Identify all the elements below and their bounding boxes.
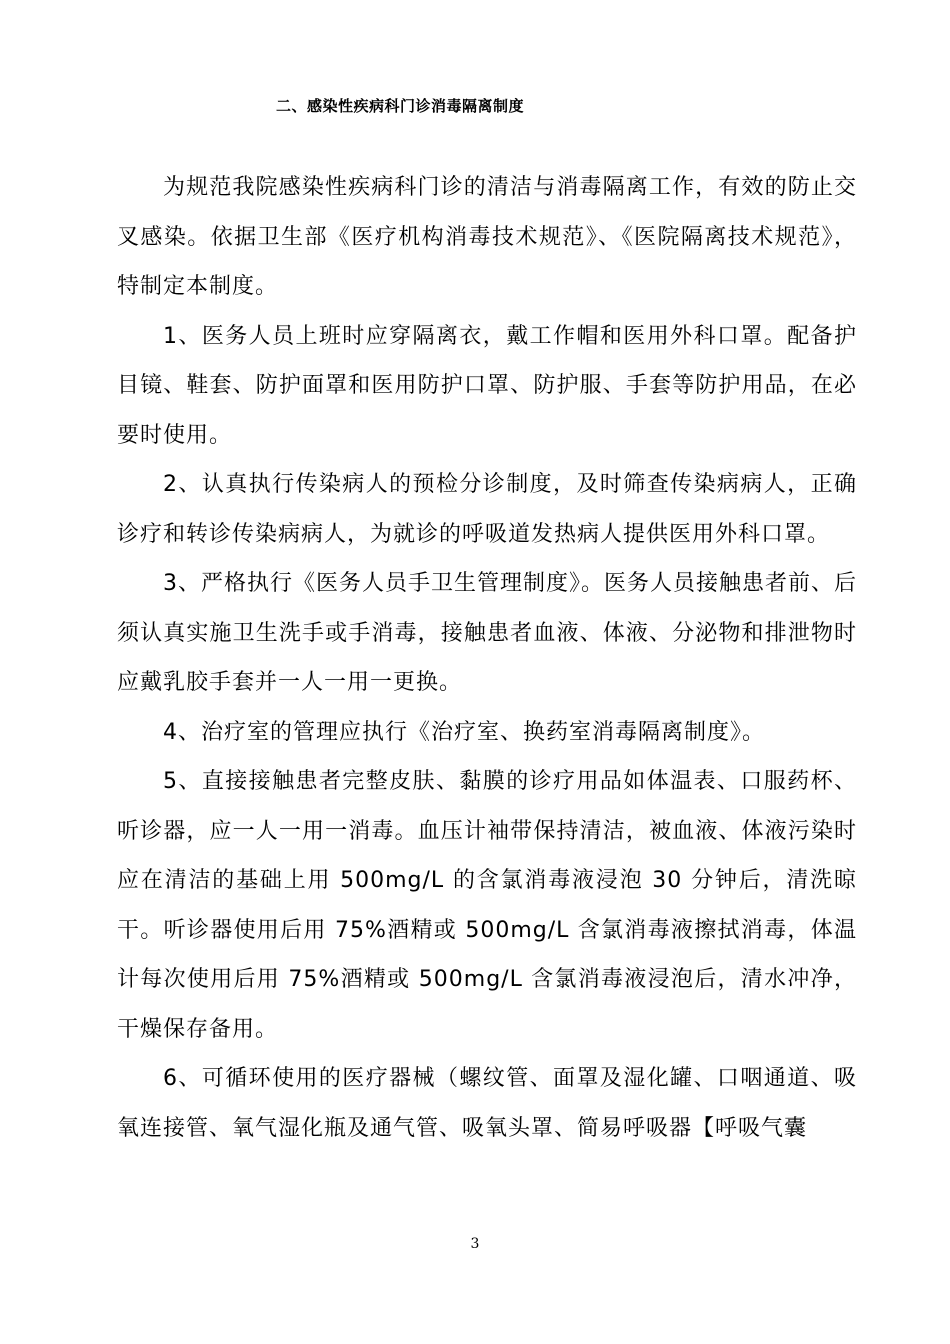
page-number: 3 xyxy=(470,1236,480,1252)
rule-paragraph-2: 2、认真执行传染病人的预检分诊制度，及时筛查传染病病人，正确诊疗和转诊传染病病人，为就诊的呼吸道发热病人提供医用外科口罩。 xyxy=(117,472,857,547)
rule-paragraph-1: 1、医务人员上班时应穿隔离衣，戴工作帽和医用外科口罩。配备护目镜、鞋套、防护面罩和医用防护口罩、防护服、手套等防护用品，在必要时使用。 xyxy=(117,323,857,448)
document-body xyxy=(117,163,857,1153)
rule-paragraph-5: 5、直接接触患者完整皮肤、黏膜的诊疗用品如体温表、口服药杯、听诊器，应一人一用一消毒。血压计袖带保持清洁，被血液、体液污染时应在清洁的基础上用 500mg/L 的含氯消毒液浸泡 30 分钟后，清洗晾干。听诊器使用后用 75%酒精或 500mg/L 含氯消毒液擦拭消毒，体温计每次使用后用 75%酒精或 500mg/L 含氯消毒液浸泡后，清水冲净，干燥保存备用。 xyxy=(117,769,857,1042)
rule-paragraph-6: 6、可循环使用的医疗器械（螺纹管、面罩及湿化罐、口咽通道、吸氧连接管、氧气湿化瓶及通气管、吸氧头罩、简易呼吸器【呼吸气囊 xyxy=(117,1066,857,1141)
document-title: 二、感染性疾病科门诊消毒隔离制度 xyxy=(276,97,525,115)
intro-paragraph: 为规范我院感染性疾病科门诊的清洁与消毒隔离工作，有效的防止交叉感染。依据卫生部《医疗机构消毒技术规范》、《医院隔离技术规范》，特制定本制度。 xyxy=(117,175,857,299)
rule-paragraph-3: 3、严格执行《医务人员手卫生管理制度》。医务人员接触患者前、后须认真实施卫生洗手或手消毒，接触患者血液、体液、分泌物和排泄物时应戴乳胶手套并一人一用一更换。 xyxy=(117,571,857,695)
rule-paragraph-4: 4、治疗室的管理应执行《治疗室、换药室消毒隔离制度》。 xyxy=(163,719,765,745)
